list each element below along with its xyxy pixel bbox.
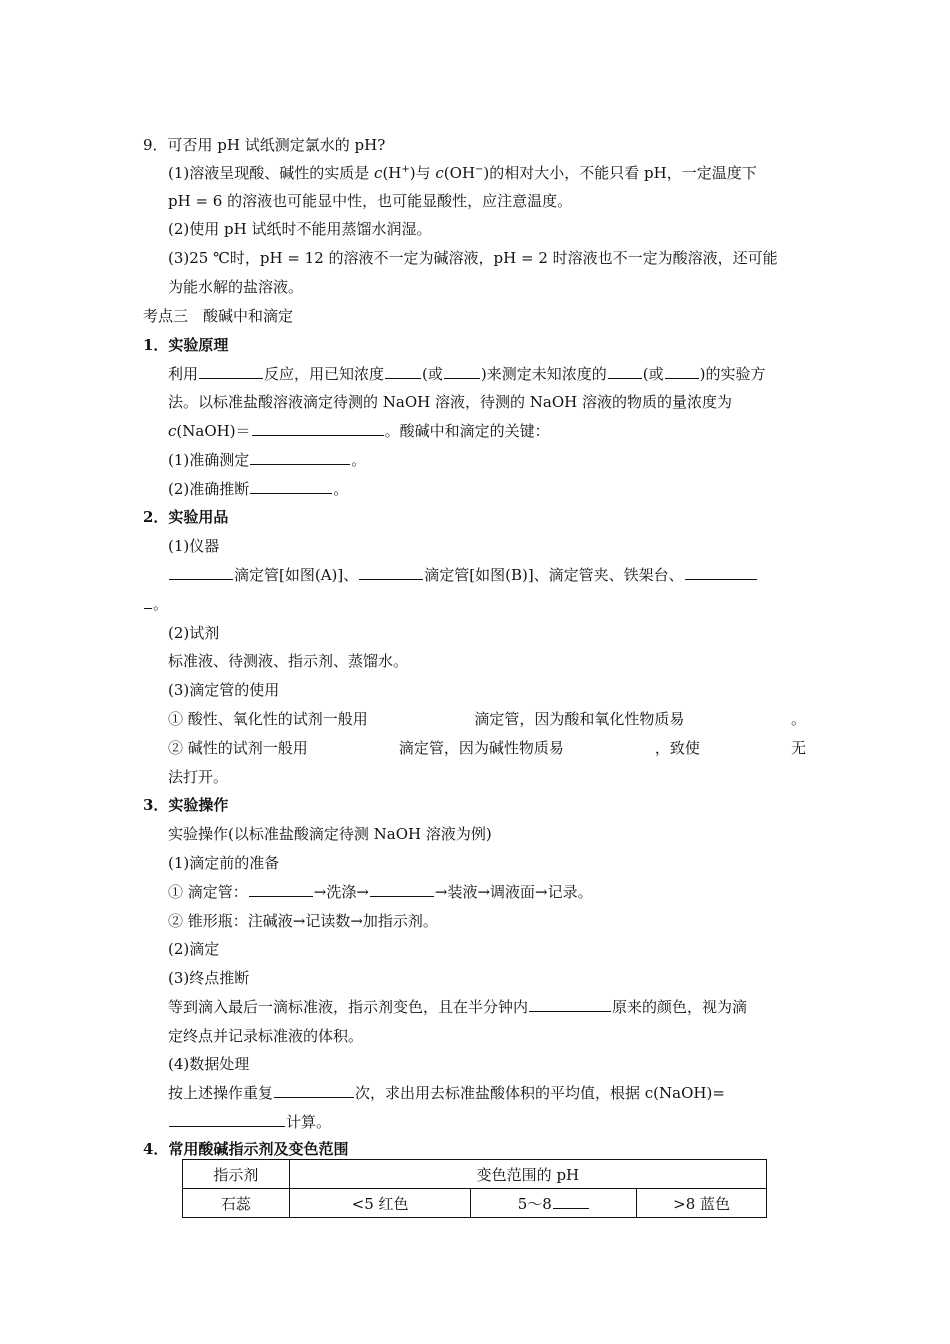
- s2-instruments-end: 。: [143, 593, 168, 615]
- blank[interactable]: [529, 996, 611, 1012]
- blank[interactable]: [250, 478, 332, 494]
- s2-use-2: ② 碱性的试剂一般用 滴定管，因为碱性物质易 ，致使 无: [168, 739, 806, 757]
- blank[interactable]: [665, 363, 699, 379]
- s3-endpoint-1: 等到滴入最后一滴标准液，指示剂变色，且在半分钟内 原来的颜色，视为滴: [168, 998, 748, 1016]
- section-title: 考点三 酸碱中和滴定: [143, 307, 294, 325]
- table-row: [183, 1189, 767, 1218]
- blank[interactable]: [249, 881, 313, 897]
- s3-data-1: 按上述操作重复 次，求出用去标准盐酸体积的平均值，根据 c(NaOH)=: [168, 1084, 725, 1102]
- s3-data-2: 计算。: [168, 1111, 331, 1133]
- s3-endpoint: (3)终点推断: [168, 969, 250, 987]
- s3-prep-2: ② 锥形瓶：注碱液→记读数→加指示剂。: [168, 912, 438, 930]
- blank[interactable]: [274, 1082, 354, 1098]
- cell-base-color: >8 蓝色: [637, 1189, 767, 1218]
- table-header-row: [183, 1160, 767, 1189]
- blank[interactable]: [553, 1193, 589, 1209]
- blank[interactable]: [199, 363, 263, 379]
- s2-reagent-list: 标准液、待测液、指示剂、蒸馏水。: [168, 652, 409, 670]
- s3-prep-1: ① 滴定管： →洗涤→ →装液→调液面→记录。: [168, 883, 593, 901]
- s4-heading: 4．常用酸碱指示剂及变色范围: [143, 1140, 349, 1158]
- cell-mid-range: 5～8: [471, 1189, 637, 1218]
- s2-heading: 2．实验用品: [143, 508, 229, 526]
- indicator-table: [182, 1159, 767, 1218]
- blank[interactable]: [169, 564, 233, 580]
- blank[interactable]: [144, 593, 152, 609]
- s1-line-2: 法。以标准盐酸溶液滴定待测的 NaOH 溶液，待测的 NaOH 溶液的物质的量浓度为: [168, 393, 732, 411]
- s1-line-3: c(NaOH)＝ 。酸碱中和滴定的关键：: [168, 422, 550, 440]
- s3-titration: (2)滴定: [168, 940, 220, 958]
- header-indicator: 指示剂: [183, 1160, 290, 1189]
- s3-prep: (1)滴定前的准备: [168, 854, 280, 872]
- s1-heading: 1．实验原理: [143, 336, 229, 354]
- blank[interactable]: [169, 1111, 285, 1127]
- blank[interactable]: [359, 564, 423, 580]
- blank[interactable]: [608, 363, 642, 379]
- blank[interactable]: [385, 363, 421, 379]
- q9-point-1: (1)溶液呈现酸、碱性的实质是 c(H+)与 c(OH−)的相对大小，不能只看 pH，一定温度下: [168, 164, 757, 182]
- s3-data: (4)数据处理: [168, 1055, 250, 1073]
- s1-line-4: (1)准确测定 。: [168, 451, 367, 469]
- s2-reagents: (2)试剂: [168, 624, 220, 642]
- header-ph-range: 变色范围的 pH: [289, 1160, 766, 1189]
- s2-use-1: ① 酸性、氧化性的试剂一般用 滴定管，因为酸和氧化性物质易 。: [168, 710, 806, 728]
- s1-line-5: (2)准确推断 。: [168, 480, 349, 498]
- q9-title: 9．可否用 pH 试纸测定氯水的 pH?: [143, 136, 386, 154]
- blank[interactable]: [252, 420, 384, 436]
- s2-burette-use: (3)滴定管的使用: [168, 681, 280, 699]
- s2-instruments: (1)仪器: [168, 537, 220, 555]
- q9-point-3: (3)25 ℃时，pH = 12 的溶液不一定为碱溶液，pH = 2 时溶液也不一定为酸溶液，还可能: [168, 249, 778, 267]
- blank[interactable]: [250, 449, 350, 465]
- s1-line-1: 利用 反应，用已知浓度 (或 )来测定未知浓度的 (或 )的实验方: [168, 365, 766, 383]
- s3-heading: 3．实验操作: [143, 796, 229, 814]
- s2-use-2-cont: 法打开。: [168, 768, 229, 786]
- blank[interactable]: [685, 564, 757, 580]
- blank[interactable]: [444, 363, 480, 379]
- q9-point-1-cont: pH = 6 的溶液也可能显中性，也可能显酸性，应注意温度。: [168, 192, 573, 210]
- s2-instruments-line: 滴定管[如图(A)]、 滴定管[如图(B)]、滴定管夹、铁架台、: [168, 564, 758, 586]
- s3-endpoint-2: 定终点并记录标准液的体积。: [168, 1027, 364, 1045]
- cell-indicator-name: 石蕊: [183, 1189, 290, 1218]
- blank[interactable]: [370, 881, 434, 897]
- q9-point-3-cont: 为能水解的盐溶液。: [168, 278, 304, 296]
- q9-point-2: (2)使用 pH 试纸时不能用蒸馏水润湿。: [168, 220, 432, 238]
- s3-intro: 实验操作(以标准盐酸滴定待测 NaOH 溶液为例): [168, 825, 492, 843]
- cell-acid-color: <5 红色: [289, 1189, 471, 1218]
